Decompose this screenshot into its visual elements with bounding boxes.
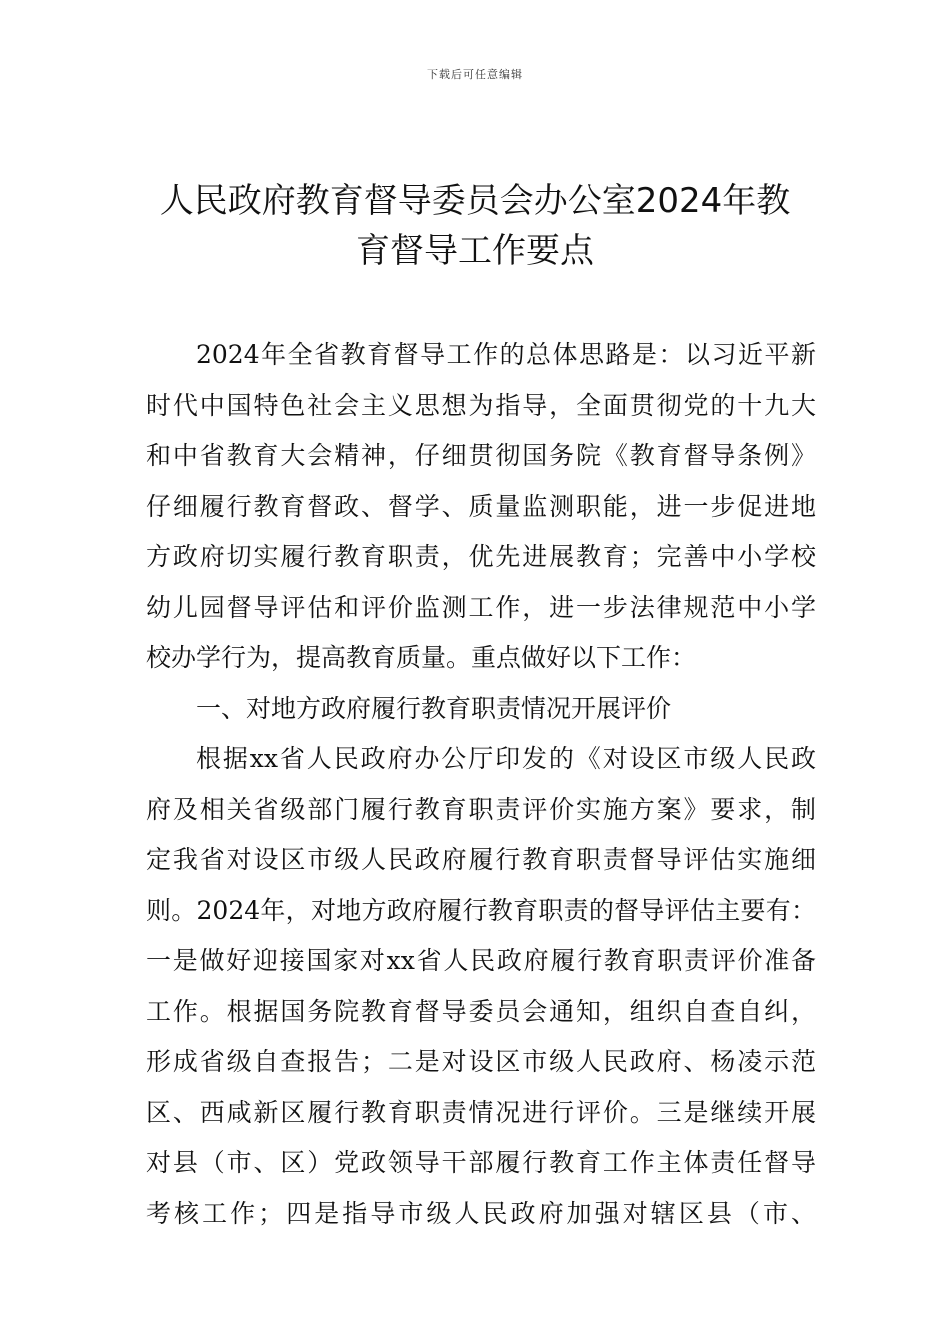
text-line: 根据xx省人民政府办公厅印发的《对设区市级人民政 (196, 744, 816, 773)
text-line: 形成省级自查报告；二是对设区市级人民政府、杨凌示范 (146, 1047, 816, 1076)
text-line: 仔细履行教育督政、督学、质量监测职能，进一步促进地 (146, 491, 816, 521)
text-line: 和中省教育大会精神，仔细贯彻国务院《教育督导条例》 (146, 441, 816, 470)
text-line: 2024年全省教育督导工作的总体思路是：以习近平新 (196, 340, 816, 369)
text-line: 工作。根据国务院教育督导委员会通知，组织自查自纠， (146, 996, 816, 1026)
title-line: 人民政府教育督导委员会办公室2024年教 (159, 181, 791, 221)
document-title (120, 176, 830, 276)
header-note: 下载后可任意编辑 (427, 68, 523, 81)
text-line: 考核工作；四是指导市级人民政府加强对辖区县（市、 (146, 1198, 816, 1228)
text-line: 区、西咸新区履行教育职责情况进行评价。三是继续开展 (146, 1097, 816, 1127)
text-line: 府及相关省级部门履行教育职责评价实施方案》要求，制 (146, 794, 816, 824)
text-line: 对县（市、区）党政领导干部履行教育工作主体责任督导 (146, 1148, 816, 1177)
text-line: 则。2024年，对地方政府履行教育职责的督导评估主要有： (146, 895, 816, 925)
text-line: 一、对地方政府履行教育职责情况开展评价 (196, 693, 672, 723)
paragraph (146, 330, 816, 684)
text-line: 定我省对设区市级人民政府履行教育职责督导评估实施细 (146, 845, 816, 874)
text-line: 一是做好迎接国家对xx省人民政府履行教育职责评价准备 (146, 946, 816, 975)
paragraph (146, 734, 816, 1239)
text-line: 方政府切实履行教育职责，优先进展教育；完善中小学校 (146, 542, 816, 571)
text-line: 幼儿园督导评估和评价监测工作，进一步法律规范中小学 (146, 592, 816, 622)
section-heading (146, 684, 816, 735)
text-line: 时代中国特色社会主义思想为指导，全面贯彻党的十九大 (146, 390, 816, 420)
document-body (146, 330, 816, 1239)
text-line: 校办学行为，提高教育质量。重点做好以下工作： (146, 643, 697, 672)
title-line: 育督导工作要点 (356, 231, 594, 271)
